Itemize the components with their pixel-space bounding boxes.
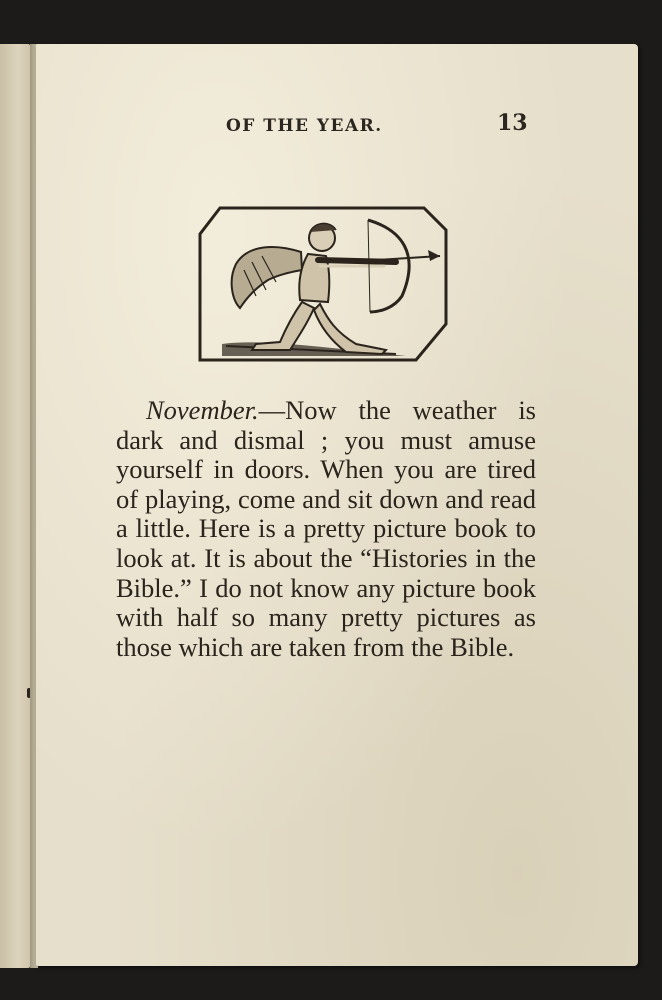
book-page xyxy=(36,44,638,966)
running-head: OF THE YEAR. xyxy=(226,116,383,136)
paragraph-text: —Now the weather is dark and dismal ; you must amuse yourself in doors. When you are tired of playing, come and sit down and read a little. Here is a pretty picture book to look at. It is about the “Histories in the Bible.” I do not know any picture book with half so many pretty pictures as those which are taken from the Bible. xyxy=(116,395,536,662)
archer-icon xyxy=(196,204,448,364)
body-paragraph xyxy=(116,396,536,662)
facing-page-edge xyxy=(0,44,30,968)
page-number: 13 xyxy=(497,110,528,136)
month-heading: November. xyxy=(146,395,259,425)
